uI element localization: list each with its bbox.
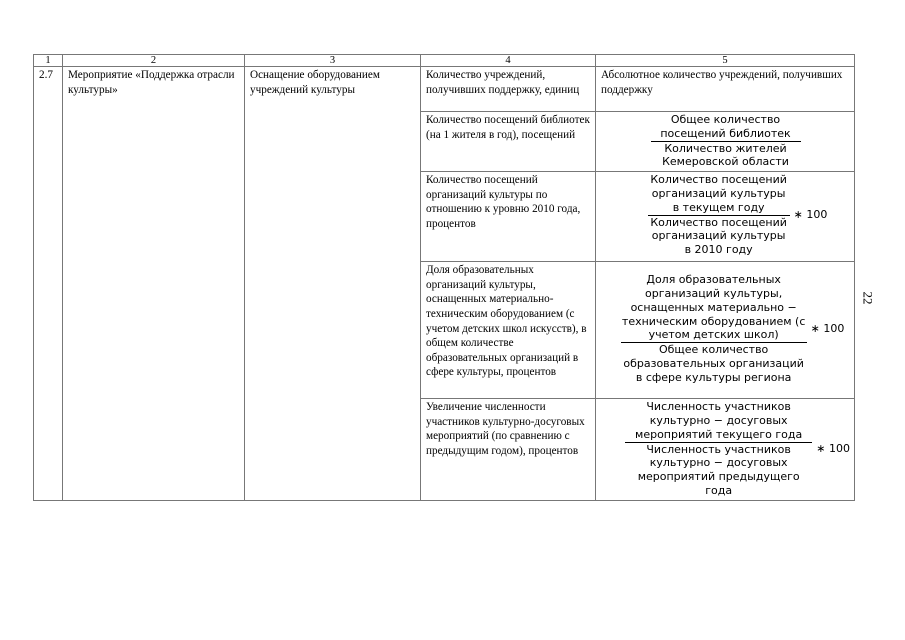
page-number: 22: [860, 291, 876, 305]
formula-denominator: Количество жителей Кемеровской области: [662, 141, 789, 169]
indicator-formula: Абсолютное количество учреждений, получивших поддержку: [596, 67, 855, 112]
indicator-name: Количество учреждений, получивших поддержку, единиц: [421, 67, 596, 112]
formula-numerator: Доля образовательных организаций культуры, оснащенных материально − техническим оборудованием (с учетом детских школ): [621, 273, 806, 342]
indicator-formula: [596, 262, 855, 399]
formula-fraction: [648, 173, 790, 257]
indicator-name: Количество посещений библиотек (на 1 жителя в год), посещений: [421, 112, 596, 172]
column-number: 4: [421, 55, 596, 67]
formula-fraction: [651, 113, 801, 169]
formula-fraction: [625, 400, 812, 498]
indicator-formula: [596, 112, 855, 172]
indicator-formula: [596, 172, 855, 262]
column-number: 5: [596, 55, 855, 67]
formula-multiplier: ∗ 100: [816, 441, 850, 455]
table-row: [34, 67, 855, 112]
task-name: Оснащение оборудованием учреждений культуры: [245, 67, 421, 501]
indicator-name: Доля образовательных организаций культуры, оснащенных материально-техническим оборудованием (с учетом детских школ искусств), в общем количестве образовательных организаций в сфере культуры, процентов: [421, 262, 596, 399]
formula-multiplier: ∗ 100: [810, 321, 845, 335]
formula-numerator: Количество посещений организаций культуры в текущем году: [648, 173, 790, 215]
column-number-row: [34, 55, 855, 67]
formula-denominator: Общее количество образовательных организаций в сфере культуры региона: [623, 343, 804, 384]
formula-denominator: Количество посещений организаций культуры в 2010 году: [650, 215, 787, 257]
column-number: 1: [34, 55, 63, 67]
formula-numerator: Общее количество посещений библиотек: [651, 113, 801, 142]
indicator-name: Количество посещений организаций культуры по отношению к уровню 2010 года, процентов: [421, 172, 596, 262]
indicator-name: Увеличение численности участников культурно-досуговых мероприятий (по сравнению с предыдущим годом), процентов: [421, 399, 596, 501]
indicators-table: [33, 54, 855, 501]
measure-name: Мероприятие «Поддержка отрасли культуры»: [63, 67, 245, 501]
formula-fraction: [621, 273, 807, 384]
row-number: 2.7: [34, 67, 63, 501]
formula-numerator: Численность участников культурно − досуговых мероприятий текущего года: [625, 400, 812, 442]
formula-multiplier: ∗ 100: [793, 207, 828, 221]
column-number: 2: [63, 55, 245, 67]
column-number: 3: [245, 55, 421, 67]
indicator-formula: [596, 399, 855, 501]
formula-denominator: Численность участников культурно − досуговых мероприятий предыдущего года: [637, 442, 800, 497]
